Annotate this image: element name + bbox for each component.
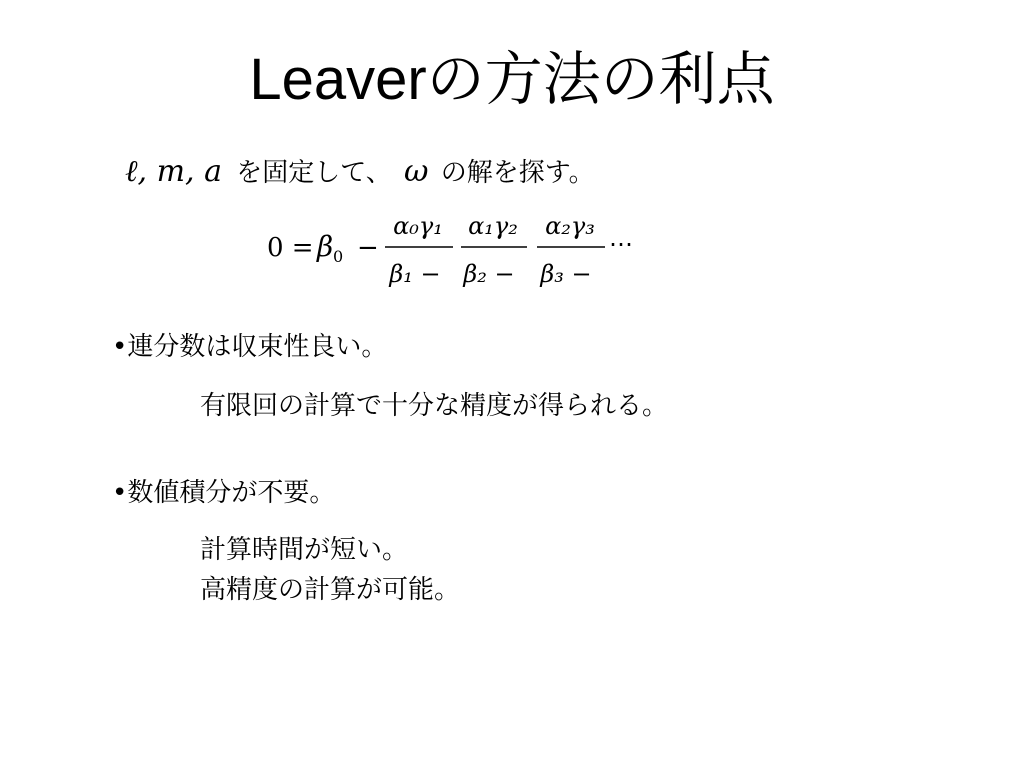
continued-fraction-formula xyxy=(265,200,665,300)
omega-symbol: ω xyxy=(404,154,429,189)
formula-minus: − xyxy=(357,233,379,263)
fraction-3 xyxy=(537,212,605,288)
sub-point-high-precision: 高精度の計算が可能。 xyxy=(200,575,461,605)
intro-text-fix: を固定して、 xyxy=(236,158,392,188)
formula-beta0: β xyxy=(317,230,334,263)
fraction-2 xyxy=(461,212,527,288)
fraction-1-denominator: β₁ − xyxy=(389,260,441,288)
fixed-variables: ℓ, m, a xyxy=(125,154,222,189)
fraction-1 xyxy=(385,212,453,288)
intro-text-solve: の解を探す。 xyxy=(440,158,595,188)
sub-point-short-time: 計算時間が短い。 xyxy=(200,535,409,565)
bullet-no-integration: •数値積分が不要。 xyxy=(112,478,336,508)
formula-lhs: 0 = xyxy=(267,233,314,263)
fraction-3-denominator: β₃ − xyxy=(540,260,592,288)
formula-ellipsis: ⋯ xyxy=(609,230,633,258)
slide-title: Leaverの方法の利点 xyxy=(249,47,775,112)
fraction-2-numerator: α₁γ₂ xyxy=(468,212,518,240)
formula-beta0-sub: 0 xyxy=(333,247,344,266)
bullet-continued-fraction: •連分数は収束性良い。 xyxy=(112,332,388,362)
intro-line xyxy=(125,152,595,192)
fraction-1-numerator: α₀γ₁ xyxy=(393,212,443,240)
sub-point-finite-precision: 有限回の計算で十分な精度が得られる。 xyxy=(200,391,669,421)
fraction-2-denominator: β₂ − xyxy=(463,260,515,288)
fraction-3-numerator: α₂γ₃ xyxy=(545,212,595,240)
